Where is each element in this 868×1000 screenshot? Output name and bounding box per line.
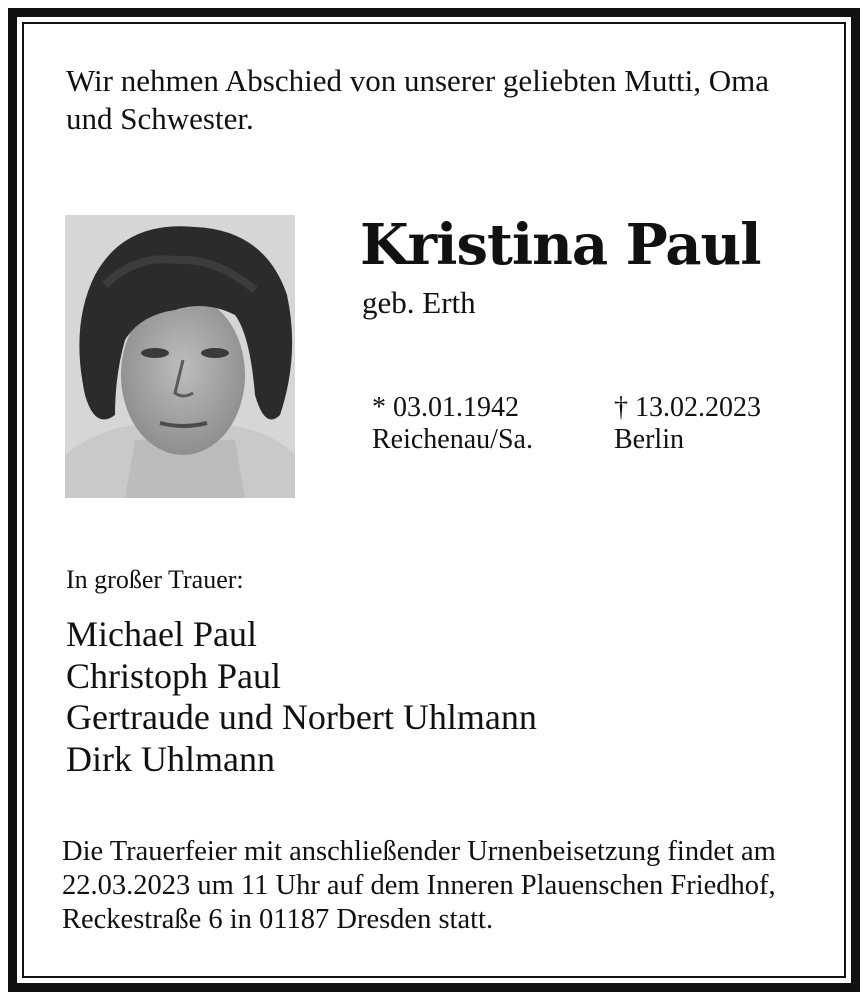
birth-info: [372, 392, 533, 456]
funeral-notice: Die Trauerfeier mit anschließender Urnenbeisetzung findet am 22.03.2023 um 11 Uhr auf dem Inneren Plauenschen Friedhof, Reckestraße 6 in 01187 Dresden statt.: [62, 836, 776, 935]
birth-date: * 03.01.1942: [372, 392, 519, 423]
mourner-name: Gertraude und Norbert Uhlmann: [66, 697, 537, 737]
birth-place: Reichenau/Sa.: [372, 424, 533, 455]
death-place: Berlin: [614, 424, 684, 455]
intro-text: Wir nehmen Abschied von unserer geliebten Mutti, Oma und Schwester.: [66, 63, 769, 136]
mourner-name: Michael Paul: [66, 614, 257, 654]
portrait-photo: [65, 215, 295, 498]
deceased-name: Kristina Paul: [360, 212, 761, 278]
death-info: [614, 392, 761, 456]
mourners-list: [66, 614, 537, 780]
mourner-name: Christoph Paul: [66, 655, 282, 696]
death-date: † 13.02.2023: [614, 392, 761, 423]
portrait-icon: [65, 215, 295, 498]
mourner-name: Dirk Uhlmann: [66, 738, 275, 779]
birth-name: geb. Erth: [362, 285, 476, 320]
mourning-label: In großer Trauer:: [66, 565, 244, 594]
